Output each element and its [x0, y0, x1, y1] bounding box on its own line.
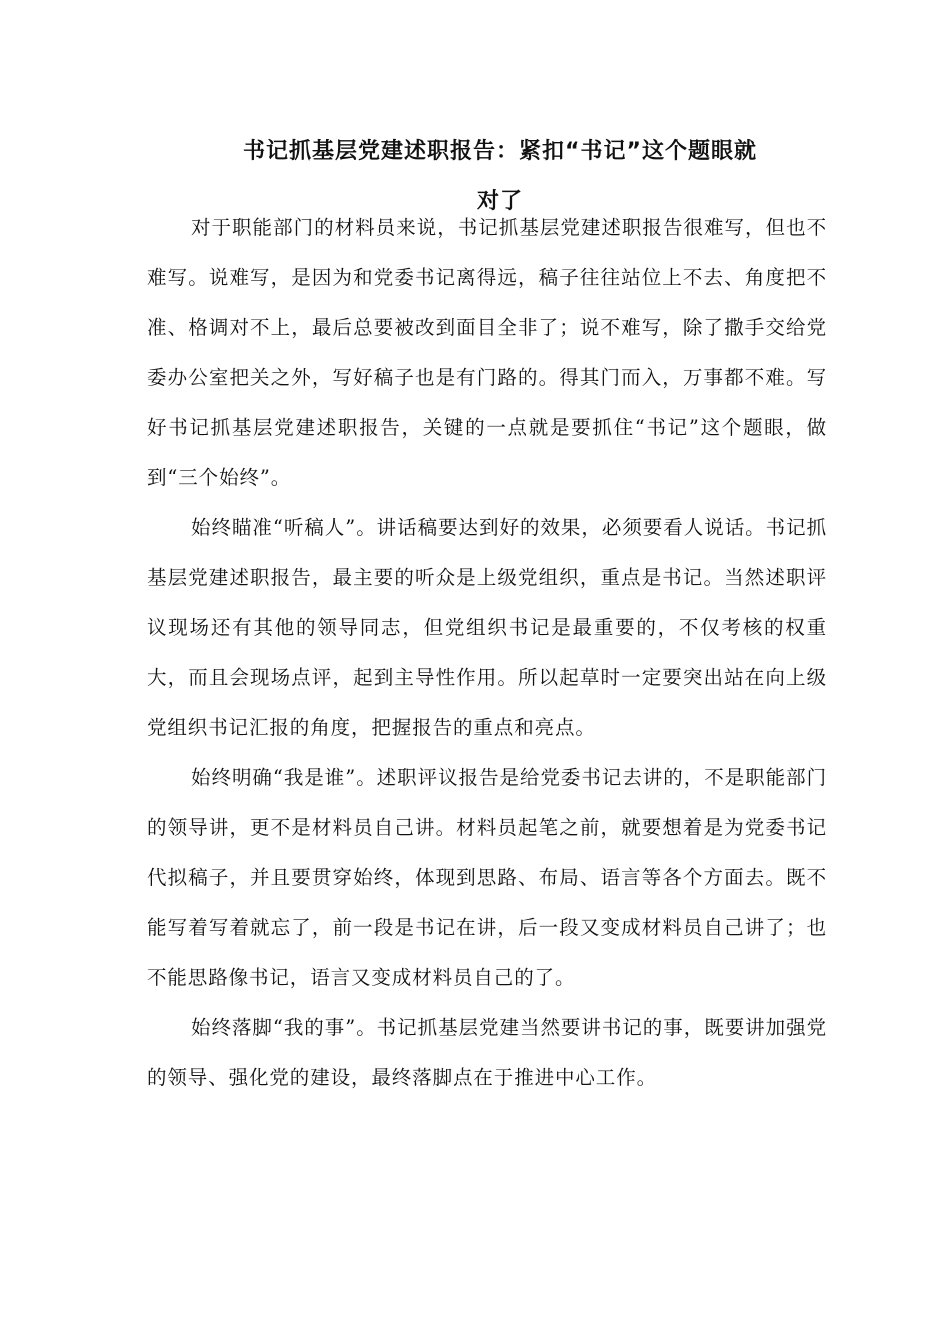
paragraph-my-affairs: 始终落脚“我的事”。书记抓基层党建当然要讲书记的事，既要讲加强党的领导、强化党的建设，最终落脚点在于推进中心工作。 [147, 1016, 827, 1089]
document-body [147, 203, 827, 1103]
paragraph-listener: 始终瞄准“听稿人”。讲话稿要达到好的效果，必须要看人说话。书记抓基层党建述职报告，最主要的听众是上级党组织，重点是书记。当然述职评议现场还有其他的领导同志，但党组织书记是最重要的，不仅考核的权重大，而且会现场点评，起到主导性作用。所以起草时一定要突出站在向上级党组织书记汇报的角度，把握报告的重点和亮点。 [147, 516, 827, 739]
title-line-2: 对了 [476, 189, 523, 214]
paragraph-identity: 始终明确“我是谁”。述职评议报告是给党委书记去讲的，不是职能部门的领导讲，更不是材料员自己讲。材料员起笔之前，就要想着是为党委书记代拟稿子，并且要贯穿始终，体现到思路、布局、语言等各个方面去。既不能写着写着就忘了，前一段是书记在讲，后一段又变成材料员自己讲了；也不能思路像书记，语言又变成材料员自己的了。 [147, 766, 827, 989]
paragraph-intro: 对于职能部门的材料员来说，书记抓基层党建述职报告很难写，但也不难写。说难写，是因为和党委书记离得远，稿子往往站位上不去、角度把不准、格调对不上，最后总要被改到面目全非了；说不难写，除了撒手交给党委办公室把关之外，写好稿子也是有门路的。得其门而入，万事都不难。写好书记抓基层党建述职报告，关键的一点就是要抓住“书记”这个题眼，做到“三个始终”。 [147, 216, 827, 489]
title-line-1: 书记抓基层党建述职报告：紧扣“书记”这个题眼就 [243, 139, 757, 164]
